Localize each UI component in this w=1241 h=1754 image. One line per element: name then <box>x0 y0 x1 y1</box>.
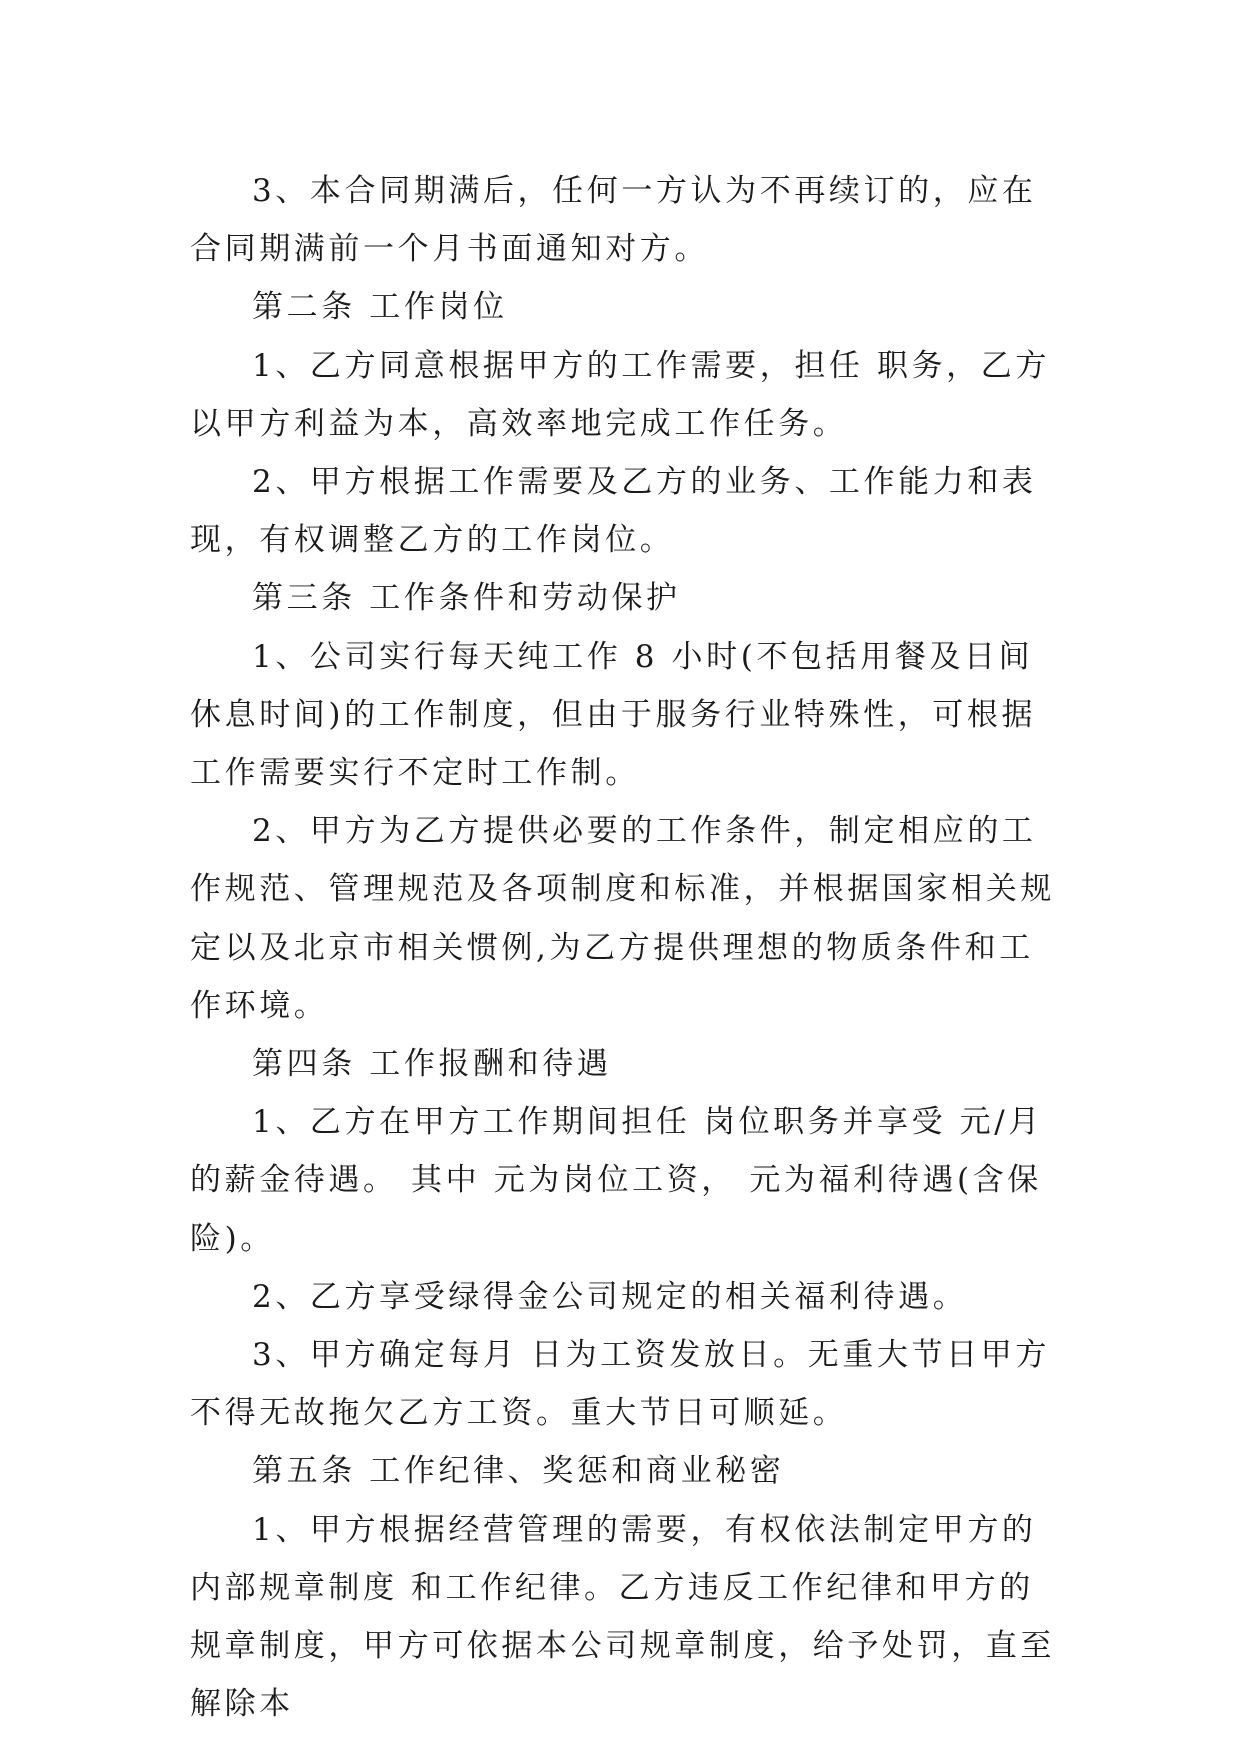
clause-paragraph: 1、公司实行每天纯工作 8 小时(不包括用餐及日间休息时间)的工作制度，但由于服务行业特殊性，可根据工作需要实行不定时工作制。 <box>190 638 1037 792</box>
clause-paragraph: 3、甲方确定每月 日为工资发放日。无重大节日甲方不得无故拖欠乙方工资。重大节日可顺延。 <box>190 1337 1050 1432</box>
clause-paragraph: 2、甲方为乙方提供必要的工作条件，制定相应的工作规范、管理规范及各项制度和标准，并根据国家相关规定以及北京市相关惯例,为乙方提供理想的物质条件和工作环境。 <box>190 813 1055 1024</box>
document-body <box>190 162 1060 1733</box>
clause-paragraph: 3、本合同期满后，任何一方认为不再续订的，应在合同期满前一个月书面通知对方。 <box>190 173 1037 268</box>
clause-paragraph: 1、甲方根据经营管理的需要，有权依法制定甲方的内部规章制度 和工作纪律。乙方违反工作纪律和甲方的规章制度，甲方可依据本公司规章制度，给予处罚，直至解除本 <box>190 1511 1055 1723</box>
clause-paragraph: 2、乙方享受绿得金公司规定的相关福利待遇。 <box>252 1278 968 1315</box>
article-heading: 第二条 工作岗位 <box>252 289 508 326</box>
clause-paragraph: 1、乙方同意根据甲方的工作需要，担任 职务，乙方以甲方利益为本，高效率地完成工作任务。 <box>190 347 1050 442</box>
clause-paragraph: 1、乙方在甲方工作期间担任 岗位职务并享受 元/月的薪金待遇。 其中 元为岗位工资， 元为福利待遇(含保险)。 <box>190 1104 1043 1257</box>
clause-paragraph: 2、甲方根据工作需要及乙方的业务、工作能力和表现，有权调整乙方的工作岗位。 <box>190 464 1037 559</box>
article-heading: 第三条 工作条件和劳动保护 <box>252 580 681 617</box>
article-heading: 第四条 工作报酬和待遇 <box>252 1046 612 1083</box>
article-heading: 第五条 工作纪律、奖惩和商业秘密 <box>252 1453 785 1490</box>
